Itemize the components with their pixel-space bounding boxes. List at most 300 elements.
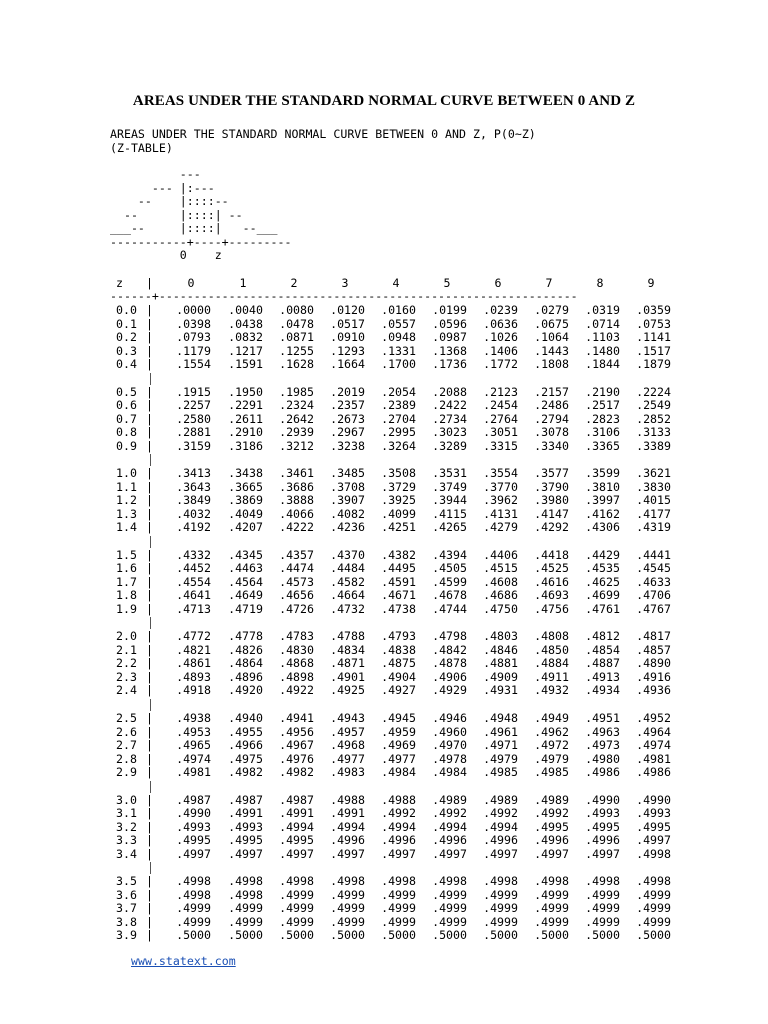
table-cell: .0871: [279, 330, 314, 344]
table-cell: .3186: [228, 438, 263, 453]
table-cell: .3729: [381, 479, 416, 494]
table-cell: .4857: [636, 642, 671, 657]
normal-curve-ascii-diagram: --- --- |:--- -- |::::-- -- |::::| -- ___-- |::::| --___ -----------+----+--------- 0 z: [110, 167, 292, 262]
table-cell: .4115: [432, 506, 467, 521]
table-cell: .2995: [381, 425, 416, 440]
table-cell: .4985: [483, 765, 518, 779]
table-cell: .4988: [330, 792, 365, 807]
z-value: 1.3: [116, 506, 137, 521]
table-cell: .4984: [381, 765, 416, 779]
table-cell: .4991: [330, 806, 365, 821]
table-cell: .4761: [585, 601, 620, 616]
table-cell: .3365: [585, 438, 620, 453]
table-cell: .4817: [636, 629, 671, 644]
row-bar: |: [146, 928, 153, 943]
table-cell: .4965: [176, 738, 211, 752]
z-value: 2.0: [116, 629, 137, 644]
row-bar: |: [146, 846, 153, 861]
table-cell: .4678: [432, 588, 467, 603]
table-cell: .4999: [585, 887, 620, 902]
table-cell: .4236: [330, 520, 365, 535]
table-cell: .4995: [534, 819, 569, 834]
table-cell: .4989: [534, 792, 569, 807]
table-cell: .4999: [636, 901, 671, 916]
table-cell: .4982: [228, 765, 263, 779]
table-cell: .1985: [279, 384, 314, 399]
table-cell: .4893: [176, 669, 211, 684]
table-cell: .4977: [381, 751, 416, 766]
table-cell: .2324: [279, 398, 314, 413]
table-cell: .4998: [483, 874, 518, 889]
z-value: 1.1: [116, 479, 137, 494]
table-cell: .3849: [176, 493, 211, 508]
table-cell: .4951: [585, 711, 620, 725]
table-cell: .2967: [330, 425, 365, 440]
table-cell: .4999: [534, 914, 569, 929]
table-cell: .4960: [432, 724, 467, 739]
table-cell: .0040: [228, 303, 263, 317]
table-cell: .4985: [534, 765, 569, 779]
header-bar: |: [146, 276, 153, 290]
table-row: [0, 916, 768, 930]
table-cell: .4991: [279, 806, 314, 821]
z-value: 0.1: [116, 316, 137, 331]
table-cell: .4850: [534, 642, 569, 657]
table-cell: .0987: [432, 330, 467, 344]
table-cell: .4406: [483, 547, 518, 562]
table-cell: .4959: [381, 724, 416, 739]
table-cell: .0596: [432, 316, 467, 331]
row-bar: |: [146, 601, 153, 616]
table-cell: .4955: [228, 724, 263, 739]
table-cell: .4999: [176, 901, 211, 916]
table-cell: .4251: [381, 520, 416, 535]
z-value: 2.7: [116, 738, 137, 752]
table-cell: .4997: [279, 846, 314, 861]
row-bar: |: [146, 656, 153, 671]
table-cell: .3413: [176, 466, 211, 481]
table-cell: .4987: [228, 792, 263, 807]
table-row: [0, 481, 768, 495]
table-row: [0, 644, 768, 658]
table-cell: .3461: [279, 466, 314, 481]
table-cell: .0319: [585, 303, 620, 317]
table-cell: .4778: [228, 629, 263, 644]
table-cell: .4941: [279, 711, 314, 725]
table-cell: .4999: [381, 887, 416, 902]
table-cell: .4719: [228, 601, 263, 616]
table-cell: .4998: [381, 874, 416, 889]
table-cell: .4641: [176, 588, 211, 603]
table-cell: .3810: [585, 479, 620, 494]
table-cell: .4554: [176, 574, 211, 589]
table-cell: .3133: [636, 425, 671, 440]
table-cell: .0636: [483, 316, 518, 331]
table-cell: .2054: [381, 384, 416, 399]
table-cell: .0438: [228, 316, 263, 331]
table-cell: .1368: [432, 343, 467, 358]
table-cell: .4952: [636, 711, 671, 725]
table-row: [0, 821, 768, 835]
table-cell: .4896: [228, 669, 263, 684]
table-cell: .4929: [432, 683, 467, 698]
table-cell: .4980: [585, 751, 620, 766]
table-row: [0, 657, 768, 671]
table-cell: .1628: [279, 357, 314, 371]
table-cell: .1915: [176, 384, 211, 399]
table-cell: .3621: [636, 466, 671, 481]
table-cell: .1554: [176, 357, 211, 371]
table-cell: .0398: [176, 316, 211, 331]
table-cell: .0557: [381, 316, 416, 331]
table-cell: .1026: [483, 330, 518, 344]
table-cell: .3790: [534, 479, 569, 494]
row-bar: |: [146, 506, 153, 521]
table-cell: .4990: [176, 806, 211, 821]
table-cell: .4999: [228, 914, 263, 929]
table-cell: .4970: [432, 738, 467, 752]
table-row: [0, 386, 768, 400]
table-cell: .4999: [381, 901, 416, 916]
z-value: 1.4: [116, 520, 137, 535]
table-cell: .4962: [534, 724, 569, 739]
table-cell: .0517: [330, 316, 365, 331]
table-row: [0, 426, 768, 440]
table-cell: .4812: [585, 629, 620, 644]
table-subtitle-2: (Z-TABLE): [110, 141, 173, 155]
column-header: 4: [392, 276, 400, 290]
z-value: 2.4: [116, 683, 137, 698]
table-cell: .3238: [330, 438, 365, 453]
table-cell: .3708: [330, 479, 365, 494]
row-bar: |: [146, 669, 153, 684]
table-cell: .4838: [381, 642, 416, 657]
statext-link[interactable]: www.statext.com: [131, 954, 236, 968]
table-cell: .2939: [279, 425, 314, 440]
table-cell: .5000: [534, 928, 569, 943]
table-cell: .4996: [330, 833, 365, 848]
table-row: [0, 521, 768, 535]
table-row: [0, 318, 768, 332]
table-cell: .4686: [483, 588, 518, 603]
table-cell: .4999: [636, 914, 671, 929]
table-cell: .4429: [585, 547, 620, 562]
table-cell: .0160: [381, 303, 416, 317]
table-cell: .4099: [381, 506, 416, 521]
table-cell: .4901: [330, 669, 365, 684]
table-cell: .4545: [636, 561, 671, 576]
table-row: [0, 358, 768, 372]
table-cell: .1517: [636, 343, 671, 358]
table-cell: .4032: [176, 506, 211, 521]
table-cell: .4927: [381, 683, 416, 698]
z-value: 3.1: [116, 806, 137, 821]
table-cell: .4989: [432, 792, 467, 807]
table-row: [0, 494, 768, 508]
table-row: [0, 603, 768, 617]
table-cell: .2389: [381, 398, 416, 413]
table-cell: .0359: [636, 303, 671, 317]
row-bar: |: [146, 398, 153, 413]
table-cell: .4972: [534, 738, 569, 752]
table-cell: .4986: [636, 765, 671, 779]
table-cell: .2454: [483, 398, 518, 413]
row-bar: |: [146, 806, 153, 821]
table-cell: .4382: [381, 547, 416, 562]
row-bar: |: [146, 384, 153, 399]
table-cell: .4793: [381, 629, 416, 644]
table-row: [0, 630, 768, 644]
table-cell: .3599: [585, 466, 620, 481]
column-header: 9: [647, 276, 655, 290]
table-cell: .2157: [534, 384, 569, 399]
table-cell: .4989: [483, 792, 518, 807]
table-row: [0, 413, 768, 427]
table-cell: .2764: [483, 411, 518, 426]
table-cell: .3023: [432, 425, 467, 440]
table-cell: .5000: [483, 928, 518, 943]
table-cell: .4599: [432, 574, 467, 589]
table-cell: .4418: [534, 547, 569, 562]
table-cell: .4993: [176, 819, 211, 834]
table-cell: .4978: [432, 751, 467, 766]
z-value: 3.8: [116, 914, 137, 929]
table-row: [0, 726, 768, 740]
table-cell: .4979: [534, 751, 569, 766]
table-cell: .4608: [483, 574, 518, 589]
group-gap-bar: [150, 699, 151, 711]
table-cell: .2734: [432, 411, 467, 426]
table-cell: .0239: [483, 303, 518, 317]
row-bar: |: [146, 642, 153, 657]
table-cell: .4990: [585, 792, 620, 807]
table-cell: .0910: [330, 330, 365, 344]
table-row: [0, 304, 768, 318]
table-cell: .3438: [228, 466, 263, 481]
table-cell: .4998: [228, 874, 263, 889]
table-cell: .4207: [228, 520, 263, 535]
table-cell: .4981: [636, 751, 671, 766]
table-row: [0, 766, 768, 780]
table-cell: .0948: [381, 330, 416, 344]
table-cell: .4265: [432, 520, 467, 535]
table-cell: .4999: [228, 901, 263, 916]
table-cell: .4974: [636, 738, 671, 752]
table-cell: .2910: [228, 425, 263, 440]
table-cell: .4934: [585, 683, 620, 698]
table-cell: .4992: [483, 806, 518, 821]
row-bar: |: [146, 574, 153, 589]
table-cell: .4994: [381, 819, 416, 834]
table-cell: .5000: [228, 928, 263, 943]
table-cell: .4803: [483, 629, 518, 644]
table-cell: .4699: [585, 588, 620, 603]
table-cell: .3289: [432, 438, 467, 453]
table-cell: .2088: [432, 384, 467, 399]
column-header: 6: [494, 276, 502, 290]
table-cell: .4981: [176, 765, 211, 779]
z-value: 0.2: [116, 330, 137, 344]
table-cell: .3980: [534, 493, 569, 508]
z-value: 2.5: [116, 711, 137, 725]
table-cell: .3389: [636, 438, 671, 453]
table-cell: .4938: [176, 711, 211, 725]
table-cell: .4996: [534, 833, 569, 848]
table-cell: .4990: [636, 792, 671, 807]
group-gap-bar: [150, 781, 151, 793]
row-bar: |: [146, 887, 153, 902]
row-bar: |: [146, 466, 153, 481]
table-cell: .4370: [330, 547, 365, 562]
table-cell: .4495: [381, 561, 416, 576]
table-cell: .4999: [432, 887, 467, 902]
table-cell: .1844: [585, 357, 620, 371]
table-cell: .3665: [228, 479, 263, 494]
table-cell: .4983: [330, 765, 365, 779]
table-cell: .1406: [483, 343, 518, 358]
table-cell: .4995: [585, 819, 620, 834]
z-value: 2.6: [116, 724, 137, 739]
table-cell: .1064: [534, 330, 569, 344]
group-gap-bar: [150, 454, 151, 466]
z-value: 1.8: [116, 588, 137, 603]
table-cell: .4131: [483, 506, 518, 521]
table-cell: .4726: [279, 601, 314, 616]
table-cell: .1772: [483, 357, 518, 371]
table-cell: .3264: [381, 438, 416, 453]
table-cell: .4222: [279, 520, 314, 535]
table-cell: .5000: [381, 928, 416, 943]
z-value: 2.8: [116, 751, 137, 766]
table-cell: .4864: [228, 656, 263, 671]
table-cell: .4999: [534, 887, 569, 902]
table-cell: .4066: [279, 506, 314, 521]
table-cell: .3749: [432, 479, 467, 494]
table-cell: .2852: [636, 411, 671, 426]
table-cell: .0120: [330, 303, 365, 317]
table-cell: .4049: [228, 506, 263, 521]
table-cell: .4997: [432, 846, 467, 861]
table-cell: .4940: [228, 711, 263, 725]
table-cell: .1950: [228, 384, 263, 399]
table-cell: .4783: [279, 629, 314, 644]
table-cell: .4909: [483, 669, 518, 684]
table-cell: .1879: [636, 357, 671, 371]
table-cell: .4931: [483, 683, 518, 698]
table-cell: .4995: [636, 819, 671, 834]
table-cell: .2422: [432, 398, 467, 413]
table-cell: .2794: [534, 411, 569, 426]
z-value: 1.6: [116, 561, 137, 576]
table-cell: .4998: [330, 874, 365, 889]
table-row: [0, 576, 768, 590]
table-cell: .4999: [279, 887, 314, 902]
row-bar: |: [146, 520, 153, 535]
table-cell: .4821: [176, 642, 211, 657]
row-bar: |: [146, 330, 153, 344]
table-cell: .4973: [585, 738, 620, 752]
table-cell: .4319: [636, 520, 671, 535]
table-cell: .4999: [330, 887, 365, 902]
table-cell: .4332: [176, 547, 211, 562]
table-cell: .3212: [279, 438, 314, 453]
z-value: 0.3: [116, 343, 137, 358]
table-cell: .3159: [176, 438, 211, 453]
table-cell: .4977: [330, 751, 365, 766]
table-cell: .4616: [534, 574, 569, 589]
row-bar: |: [146, 792, 153, 807]
table-cell: .2224: [636, 384, 671, 399]
table-cell: .3888: [279, 493, 314, 508]
table-cell: .2291: [228, 398, 263, 413]
z-value: 0.8: [116, 425, 137, 440]
table-cell: .4992: [534, 806, 569, 821]
row-bar: |: [146, 683, 153, 698]
row-bar: |: [146, 833, 153, 848]
table-cell: .4767: [636, 601, 671, 616]
table-cell: .4997: [585, 846, 620, 861]
table-cell: .4881: [483, 656, 518, 671]
table-cell: .4986: [585, 765, 620, 779]
z-value: 1.9: [116, 601, 137, 616]
table-cell: .3485: [330, 466, 365, 481]
table-cell: .4887: [585, 656, 620, 671]
table-cell: .3531: [432, 466, 467, 481]
table-cell: .4441: [636, 547, 671, 562]
table-cell: .5000: [176, 928, 211, 943]
column-header: 0: [187, 276, 195, 290]
table-row: [0, 345, 768, 359]
table-cell: .3508: [381, 466, 416, 481]
row-bar: |: [146, 561, 153, 576]
table-cell: .4999: [483, 887, 518, 902]
z-value: 1.0: [116, 466, 137, 481]
table-cell: .2549: [636, 398, 671, 413]
table-cell: .4925: [330, 683, 365, 698]
table-cell: .4999: [483, 914, 518, 929]
table-cell: .2673: [330, 411, 365, 426]
z-value: 3.4: [116, 846, 137, 861]
table-cell: .2517: [585, 398, 620, 413]
table-cell: .3051: [483, 425, 518, 440]
row-bar: |: [146, 711, 153, 725]
table-cell: .0675: [534, 316, 569, 331]
table-cell: .4306: [585, 520, 620, 535]
table-cell: .4738: [381, 601, 416, 616]
table-cell: .4982: [279, 765, 314, 779]
row-bar: |: [146, 874, 153, 889]
table-cell: .4999: [330, 914, 365, 929]
table-cell: .4884: [534, 656, 569, 671]
table-row: [0, 807, 768, 821]
table-cell: .4994: [330, 819, 365, 834]
table-cell: .4918: [176, 683, 211, 698]
table-cell: .4945: [381, 711, 416, 725]
z-value: 0.5: [116, 384, 137, 399]
table-cell: .3962: [483, 493, 518, 508]
row-bar: |: [146, 914, 153, 929]
z-value: 3.9: [116, 928, 137, 943]
table-cell: .2881: [176, 425, 211, 440]
table-cell: .4916: [636, 669, 671, 684]
table-cell: .4998: [585, 874, 620, 889]
table-cell: .3577: [534, 466, 569, 481]
z-value: 3.7: [116, 901, 137, 916]
row-bar: |: [146, 588, 153, 603]
table-cell: .2642: [279, 411, 314, 426]
z-value: 3.5: [116, 874, 137, 889]
table-cell: .4671: [381, 588, 416, 603]
